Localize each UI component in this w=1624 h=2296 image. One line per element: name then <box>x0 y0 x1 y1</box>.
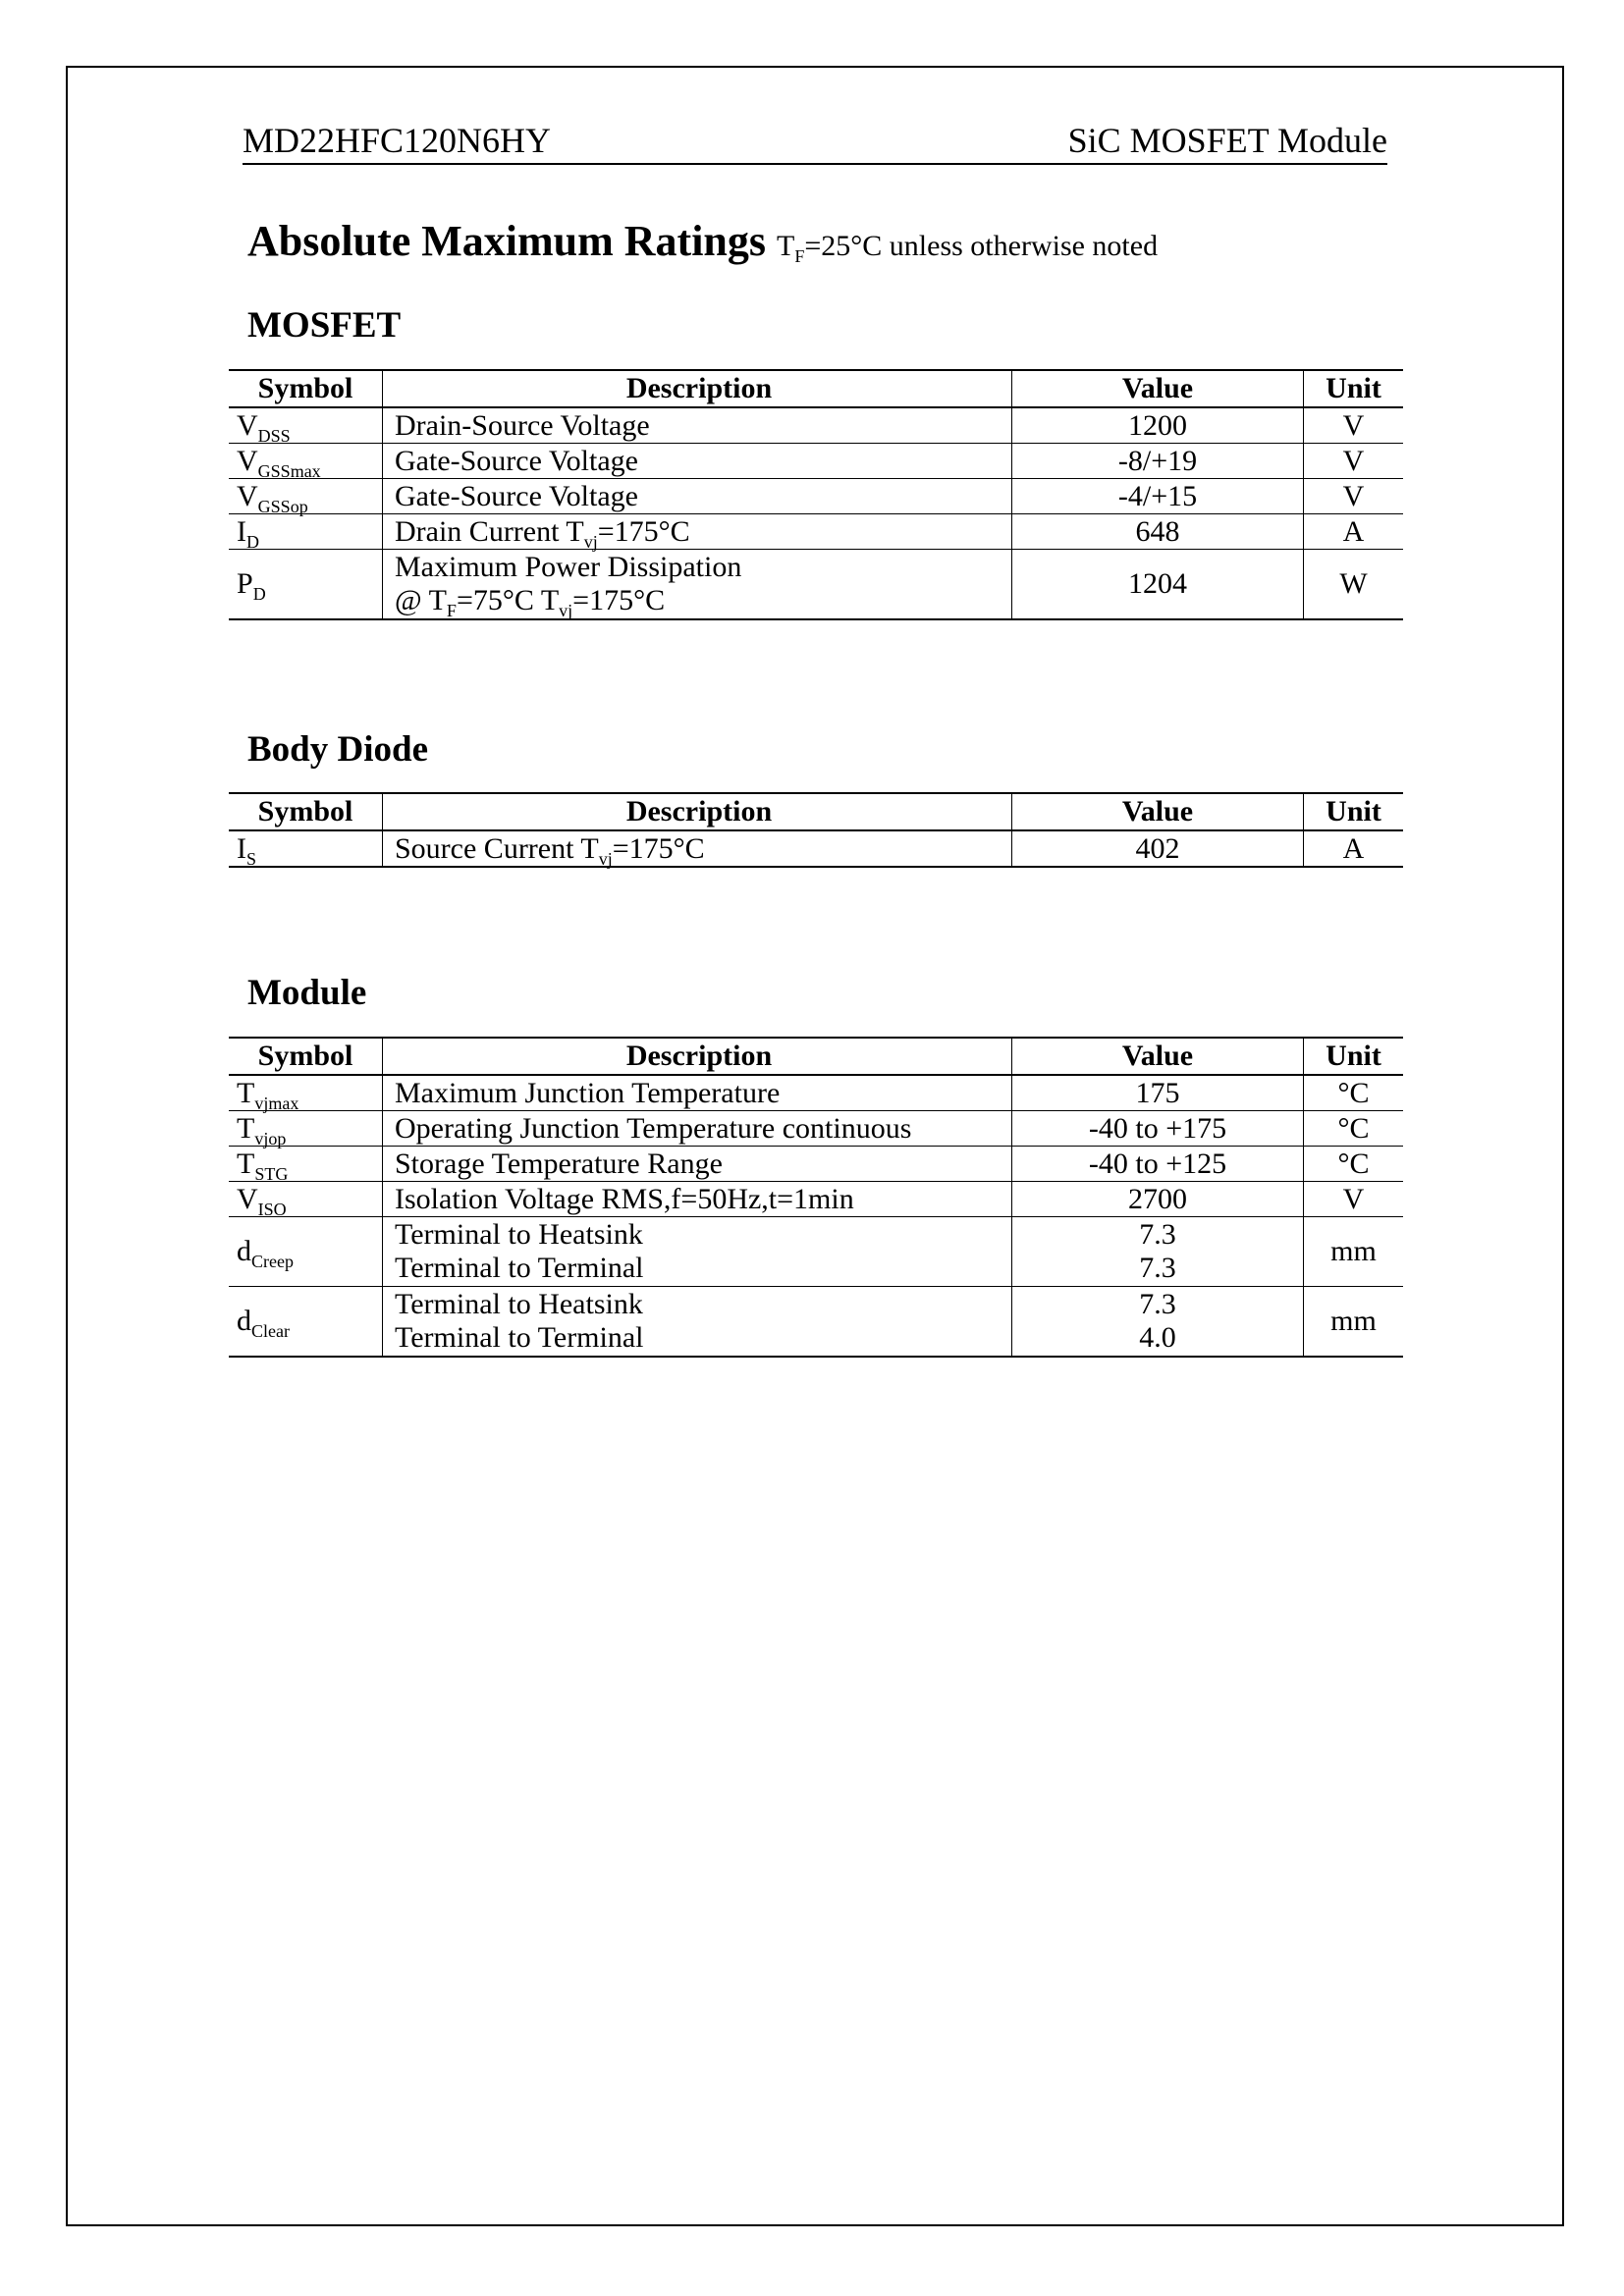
product-type: SiC MOSFET Module <box>1067 121 1387 160</box>
col-unit: Unit <box>1304 370 1404 407</box>
symbol-cell: $P_D$ <box>229 550 383 620</box>
description-cell: Gate-Source Voltage <box>383 479 1012 514</box>
table-row <box>229 407 1403 444</box>
value-cell: 175 <box>1012 1075 1304 1111</box>
table-header-row <box>229 370 1403 407</box>
unit-cell: A <box>1304 830 1404 867</box>
table-header-row <box>229 1038 1403 1075</box>
value-cell: 7.3 4.0 <box>1012 1287 1304 1358</box>
symbol-cell: $d_{Clear}$ <box>229 1287 383 1358</box>
title-text: Absolute Maximum Ratings <box>247 217 767 265</box>
symbol-cell: $V_{GSSmax}$ <box>229 444 383 479</box>
col-unit: Unit <box>1304 793 1404 830</box>
col-value: Value <box>1012 370 1304 407</box>
description-cell: Maximum Junction Temperature <box>383 1075 1012 1111</box>
table-row <box>229 830 1403 867</box>
col-value: Value <box>1012 1038 1304 1075</box>
body-diode-heading: Body Diode <box>247 729 429 770</box>
symbol-cell: $T_{vjmax}$ <box>229 1075 383 1111</box>
table-row <box>229 444 1403 479</box>
table-header-row <box>229 793 1403 830</box>
description-cell: Terminal to Heatsink Terminal to Terminal <box>383 1217 1012 1287</box>
module-heading: Module <box>247 973 367 1013</box>
description-cell: Drain Current $T_{vj}=175^\circ C$ <box>383 514 1012 550</box>
symbol-cell: $I_D$ <box>229 514 383 550</box>
col-value: Value <box>1012 793 1304 830</box>
col-unit: Unit <box>1304 1038 1404 1075</box>
mosfet-heading: MOSFET <box>247 305 402 346</box>
symbol-cell: $I_S$ <box>229 830 383 867</box>
unit-cell: A <box>1304 514 1404 550</box>
value-cell: -4/+15 <box>1012 479 1304 514</box>
module-table <box>229 1037 1403 1358</box>
page-header <box>243 116 1387 165</box>
description-cell: Maximum Power Dissipation @ $T_F=75^\circ C$ $T_{vj}=175^\circ C$ <box>383 550 1012 620</box>
value-cell: 648 <box>1012 514 1304 550</box>
value-cell: 2700 <box>1012 1182 1304 1217</box>
symbol-cell: $T_{STG}$ <box>229 1147 383 1182</box>
col-description: Description <box>383 370 1012 407</box>
value-cell: 402 <box>1012 830 1304 867</box>
value-cell: -40 to +125 <box>1012 1147 1304 1182</box>
table-row <box>229 1147 1403 1182</box>
col-symbol: Symbol <box>229 793 383 830</box>
body-diode-table <box>229 792 1403 868</box>
symbol-cell: $V_{DSS}$ <box>229 407 383 444</box>
col-description: Description <box>383 1038 1012 1075</box>
value-cell: -8/+19 <box>1012 444 1304 479</box>
description-cell: Source Current $T_{vj}=175^\circ C$ <box>383 830 1012 867</box>
unit-cell: °C <box>1304 1075 1404 1111</box>
page-title <box>247 214 1158 274</box>
value-cell: 7.3 7.3 <box>1012 1217 1304 1287</box>
unit-cell: W <box>1304 550 1404 620</box>
unit-cell: V <box>1304 407 1404 444</box>
unit-cell: V <box>1304 479 1404 514</box>
col-description: Description <box>383 793 1012 830</box>
part-number: MD22HFC120N6HY <box>243 121 552 160</box>
value-cell: 1204 <box>1012 550 1304 620</box>
description-cell: Gate-Source Voltage <box>383 444 1012 479</box>
col-symbol: Symbol <box>229 370 383 407</box>
symbol-cell: $T_{vjop}$ <box>229 1111 383 1147</box>
unit-cell: °C <box>1304 1111 1404 1147</box>
mosfet-table <box>229 369 1403 620</box>
table-row <box>229 1217 1403 1287</box>
unit-cell: mm <box>1304 1287 1404 1358</box>
unit-cell: °C <box>1304 1147 1404 1182</box>
table-row <box>229 1287 1403 1358</box>
description-cell: Drain-Source Voltage <box>383 407 1012 444</box>
table-row <box>229 1111 1403 1147</box>
symbol-cell: $V_{GSSop}$ <box>229 479 383 514</box>
title-note: $T_F=25^\circ C$ unless otherwise noted <box>777 230 1159 266</box>
value-cell: 1200 <box>1012 407 1304 444</box>
value-cell: -40 to +175 <box>1012 1111 1304 1147</box>
table-row <box>229 514 1403 550</box>
description-cell: Isolation Voltage RMS,f=50Hz,t=1min <box>383 1182 1012 1217</box>
unit-cell: mm <box>1304 1217 1404 1287</box>
col-symbol: Symbol <box>229 1038 383 1075</box>
description-cell: Storage Temperature Range <box>383 1147 1012 1182</box>
description-cell: Terminal to Heatsink Terminal to Terminal <box>383 1287 1012 1358</box>
table-row <box>229 550 1403 620</box>
unit-cell: V <box>1304 1182 1404 1217</box>
table-row <box>229 479 1403 514</box>
symbol-cell: $V_{ISO}$ <box>229 1182 383 1217</box>
description-cell: Operating Junction Temperature continuous <box>383 1111 1012 1147</box>
symbol-cell: $d_{Creep}$ <box>229 1217 383 1287</box>
table-row <box>229 1075 1403 1111</box>
unit-cell: V <box>1304 444 1404 479</box>
table-row <box>229 1182 1403 1217</box>
